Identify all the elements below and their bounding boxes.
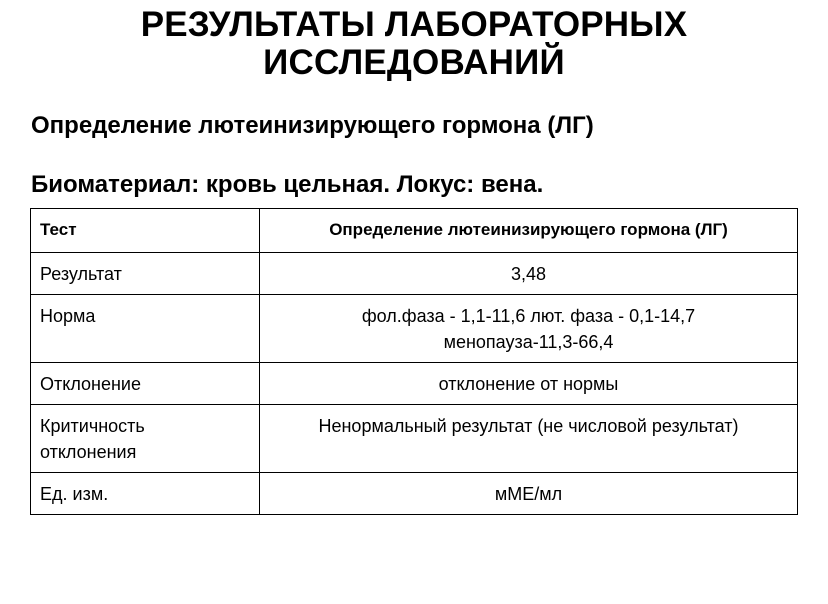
results-table: [30, 208, 798, 515]
page-title-line-2: ИССЛЕДОВАНИЙ: [263, 43, 565, 82]
norm-value-cell: [260, 295, 798, 363]
table-row-result: [31, 253, 798, 295]
table-row-criticality: [31, 405, 798, 473]
criticality-label-line-1: Критичность: [40, 416, 145, 436]
deviation-label-cell: Отклонение: [31, 363, 260, 405]
deviation-value: отклонение от нормы: [438, 374, 619, 394]
norm-value-line-2: менопауза-11,3-66,4: [443, 332, 614, 352]
header-label-cell: Тест: [31, 209, 260, 253]
criticality-value: Ненормальный результат (не числовой результат): [318, 416, 739, 436]
table-header-row: [31, 209, 798, 253]
page-title-line-1: РЕЗУЛЬТАТЫ ЛАБОРАТОРНЫХ: [140, 5, 688, 44]
criticality-label-line-2: отклонения: [40, 442, 137, 462]
result-value-cell: [260, 253, 798, 295]
table-row-unit: [31, 473, 798, 515]
result-label-cell: Результат: [31, 253, 260, 295]
table-row-deviation: [31, 363, 798, 405]
test-name-heading: Определение лютеинизирующего гормона (ЛГ): [31, 112, 594, 139]
biomaterial-heading: Биоматериал: кровь цельная. Локус: вена.: [31, 171, 544, 198]
result-value: 3,48: [510, 264, 547, 284]
page-title: [0, 6, 828, 82]
norm-value-line-1: фол.фаза - 1,1-11,6 лют. фаза - 0,1-14,7: [361, 306, 696, 326]
criticality-value-cell: [260, 405, 798, 473]
unit-value-cell: [260, 473, 798, 515]
unit-label-cell: Ед. изм.: [31, 473, 260, 515]
criticality-label-cell: [31, 405, 260, 473]
table-row-norm: [31, 295, 798, 363]
deviation-value-cell: [260, 363, 798, 405]
unit-value: мМЕ/мл: [494, 484, 563, 504]
norm-label-cell: Норма: [31, 295, 260, 363]
header-value-cell: Определение лютеинизирующего гормона (ЛГ): [260, 209, 798, 253]
